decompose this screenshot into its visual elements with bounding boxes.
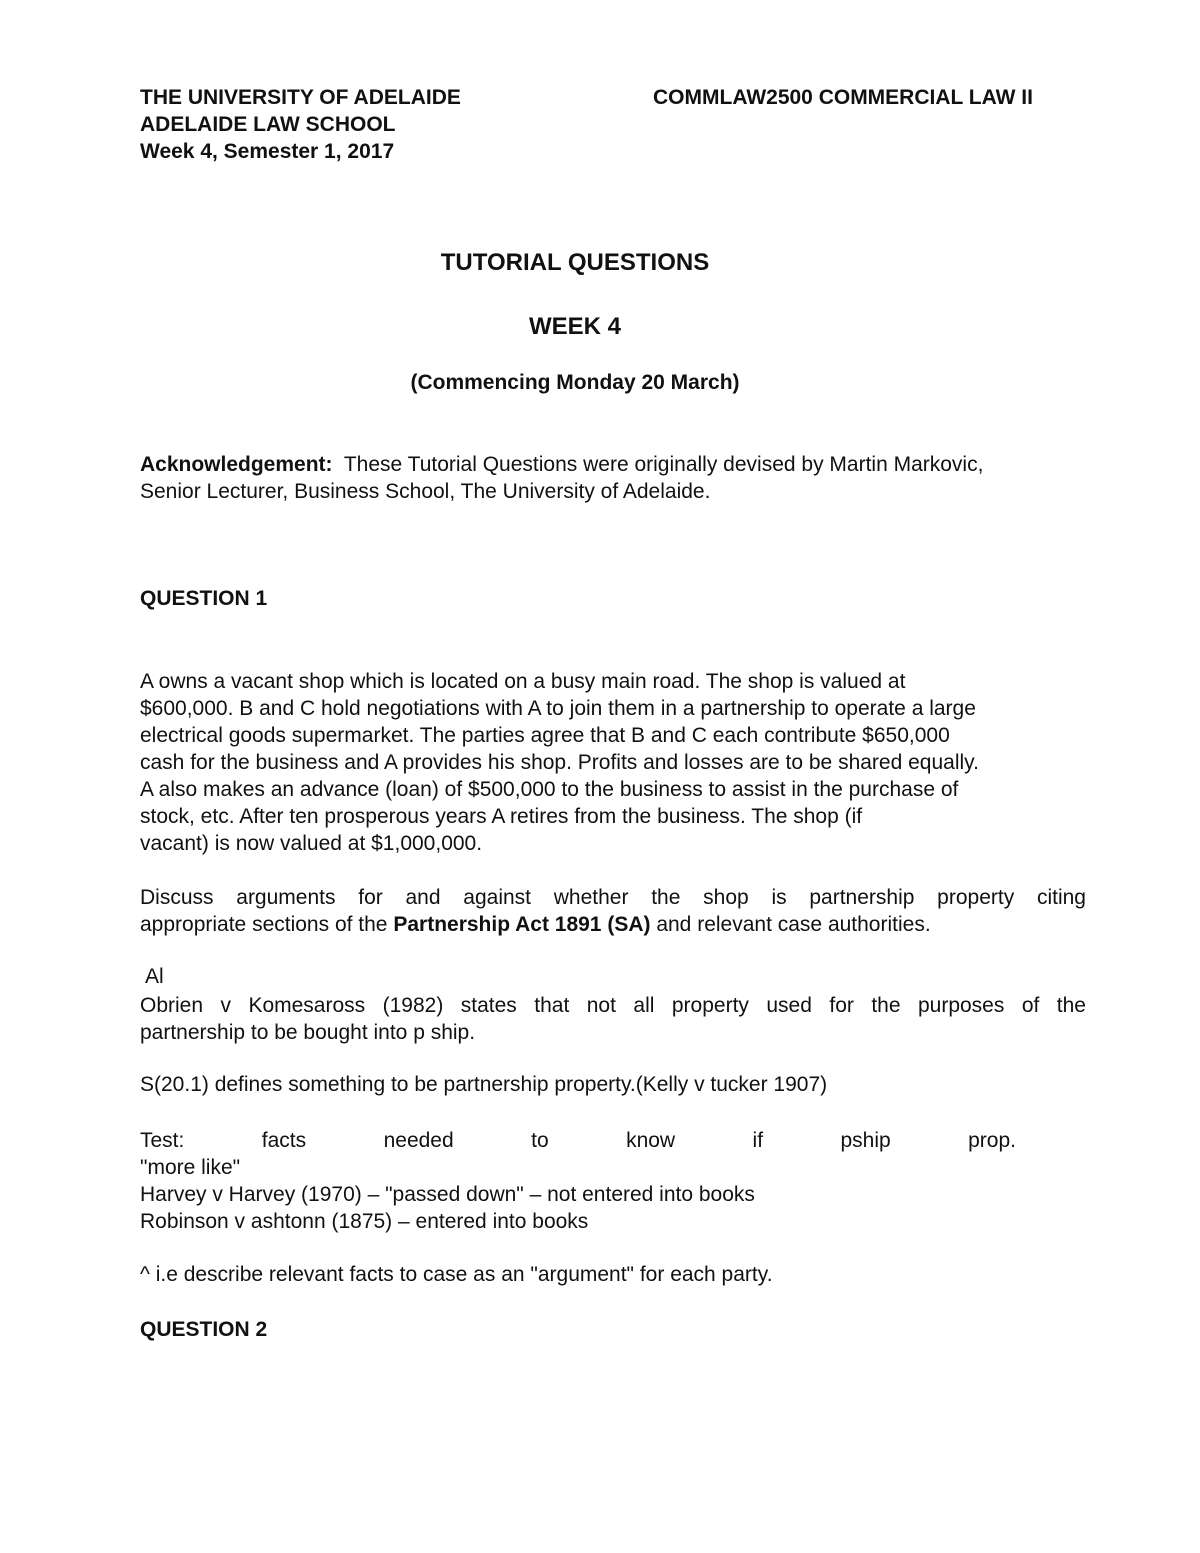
- test-word: facts: [261, 1129, 307, 1152]
- week-title: WEEK 4: [528, 313, 621, 340]
- school-name: ADELAIDE LAW SCHOOL: [140, 113, 396, 136]
- obrien-line-1: Obrien v Komesaross (1982) states that not all property used for the purposes of the: [140, 994, 1086, 1017]
- instruction-line-2-post: and relevant case authorities.: [656, 913, 931, 936]
- robinson-case-note: Robinson v ashtonn (1875) – entered into books: [140, 1210, 589, 1233]
- university-name: THE UNIVERSITY OF ADELAIDE: [140, 86, 461, 109]
- commencing-date: (Commencing Monday 20 March): [410, 371, 740, 394]
- test-word: needed: [383, 1129, 454, 1152]
- ie-note: ^ i.e describe relevant facts to case as an "argument" for each party.: [140, 1263, 773, 1286]
- question-2-heading: QUESTION 2: [140, 1318, 268, 1341]
- scenario-line: cash for the business and A provides his shop. Profits and losses are to be shared equally.: [140, 751, 979, 774]
- course-code: COMMLAW2500 COMMERCIAL LAW II: [653, 86, 1033, 109]
- question-1-scenario: [140, 668, 1086, 857]
- obrien-note: [140, 992, 1086, 1046]
- acknowledgement: [140, 451, 1086, 505]
- scenario-line: A owns a vacant shop which is located on a busy main road. The shop is valued at: [140, 670, 906, 693]
- instruction-line-1: Discuss arguments for and against whether the shop is partnership property citing: [140, 886, 1086, 909]
- scenario-line: electrical goods supermarket. The parties agree that B and C each contribute $650,000: [140, 724, 950, 747]
- obrien-line-2: partnership to be bought into p ship.: [140, 1021, 476, 1044]
- test-word: Test:: [140, 1129, 185, 1152]
- acknowledgement-text-2: Senior Lecturer, Business School, The University of Adelaide.: [140, 480, 711, 503]
- question-1-instruction: [140, 884, 1086, 938]
- test-word: pship: [840, 1129, 891, 1152]
- more-like-note: "more like": [140, 1156, 241, 1179]
- test-line: [140, 1127, 1016, 1154]
- acknowledgement-label: Acknowledgement:: [140, 453, 333, 476]
- harvey-case-note: Harvey v Harvey (1970) – "passed down" – not entered into books: [140, 1183, 755, 1206]
- term-info: Week 4, Semester 1, 2017: [140, 140, 395, 163]
- scenario-line: vacant) is now valued at $1,000,000.: [140, 832, 483, 855]
- scenario-line: stock, etc. After ten prosperous years A retires from the business. The shop (if: [140, 805, 863, 828]
- s20-note: S(20.1) defines something to be partnership property.(Kelly v tucker 1907): [140, 1073, 828, 1096]
- test-word: prop.: [968, 1129, 1016, 1152]
- scenario-line: A also makes an advance (loan) of $500,000 to the business to assist in the purchase of: [140, 778, 959, 801]
- test-note: [140, 1127, 1086, 1235]
- scenario-line: $600,000. B and C hold negotiations with A to join them in a partnership to operate a large: [140, 697, 976, 720]
- acknowledgement-text-1: These Tutorial Questions were originally devised by Martin Markovic,: [343, 453, 984, 476]
- document-title: TUTORIAL QUESTIONS: [440, 249, 710, 276]
- test-word: know: [626, 1129, 676, 1152]
- instruction-line-2-pre: appropriate sections of the: [140, 913, 388, 936]
- test-word: if: [752, 1129, 764, 1152]
- test-word: to: [531, 1129, 549, 1152]
- question-1-heading: QUESTION 1: [140, 587, 268, 610]
- partnership-act-reference: Partnership Act 1891 (SA): [393, 913, 651, 936]
- note-al: Al: [145, 965, 164, 988]
